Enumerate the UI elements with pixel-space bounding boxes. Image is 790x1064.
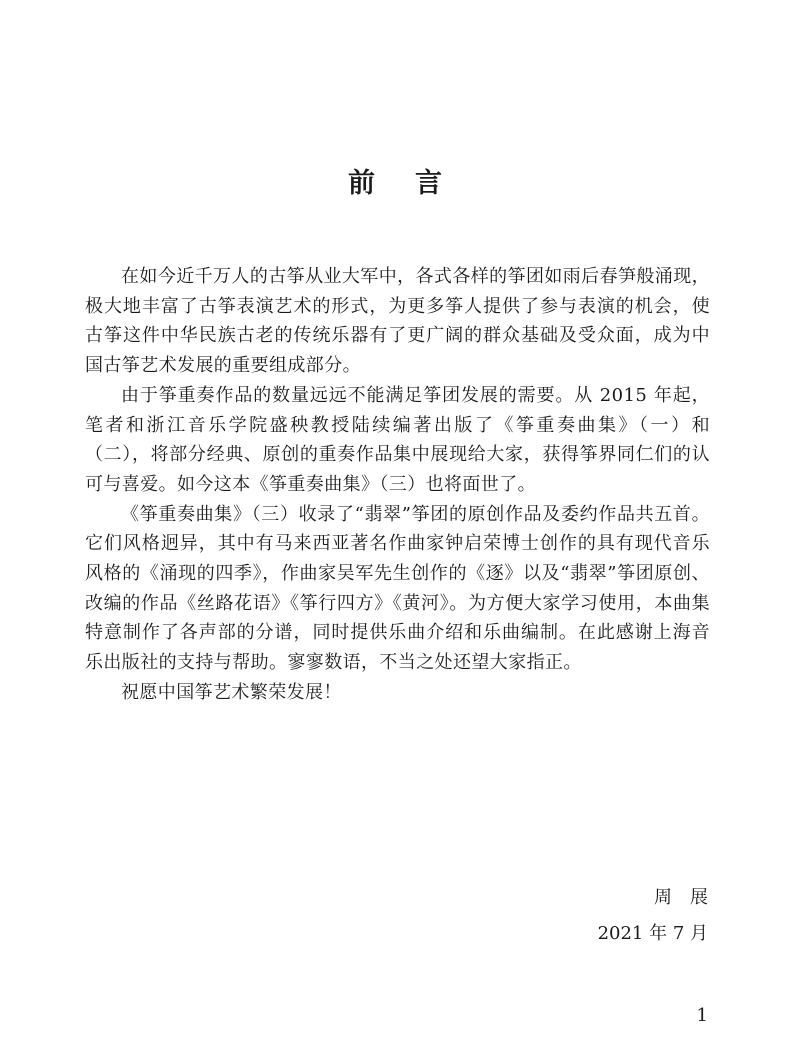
- author-name: 周展: [654, 887, 726, 908]
- page-number: 1: [696, 1005, 708, 1026]
- signature-date: 2021 年 7 月: [597, 923, 708, 944]
- paragraph-4: 祝愿中国筝艺术繁荣发展！: [121, 681, 342, 703]
- preface-body: [85, 262, 710, 708]
- page-title: 前言: [348, 168, 482, 199]
- signature-block: [597, 880, 726, 952]
- paragraph-3: 《筝重奏曲集》（三）收录了“翡翠”筝团的原创作品及委约作品共五首。它们风格迥异，其中有马来西亚著名作曲家钟启荣博士创作的具有现代音乐风格的《涌现的四季》，作曲家吴军先生创作的《逐》以及“翡翠”筝团原创、改编的作品《丝路花语》《筝行四方》《黄河》。为方便大家学习使用，本曲集特意制作了各声部的分谱，同时提供乐曲介绍和乐曲编制。在此感谢上海音乐出版社的支持与帮助。寥寥数语，不当之处还望大家指正。: [85, 503, 710, 674]
- paragraph-1: 在如今近千万人的古筝从业大军中，各式各样的筝团如雨后春笋般涌现，极大地丰富了古筝表演艺术的形式，为更多筝人提供了参与表演的机会，使古筝这件中华民族古老的传统乐器有了更广阔的群众基础及受众面，成为中国古筝艺术发展的重要组成部分。: [85, 266, 710, 377]
- paragraph-2: 由于筝重奏作品的数量远远不能满足筝团发展的需要。从 2015 年起，笔者和浙江音乐学院盛秧教授陆续编著出版了《筝重奏曲集》（一）和（二），将部分经典、原创的重奏作品集中展现给大家，获得筝界同仁们的认可与喜爱。如今这本《筝重奏曲集》（三）也将面世了。: [85, 384, 710, 495]
